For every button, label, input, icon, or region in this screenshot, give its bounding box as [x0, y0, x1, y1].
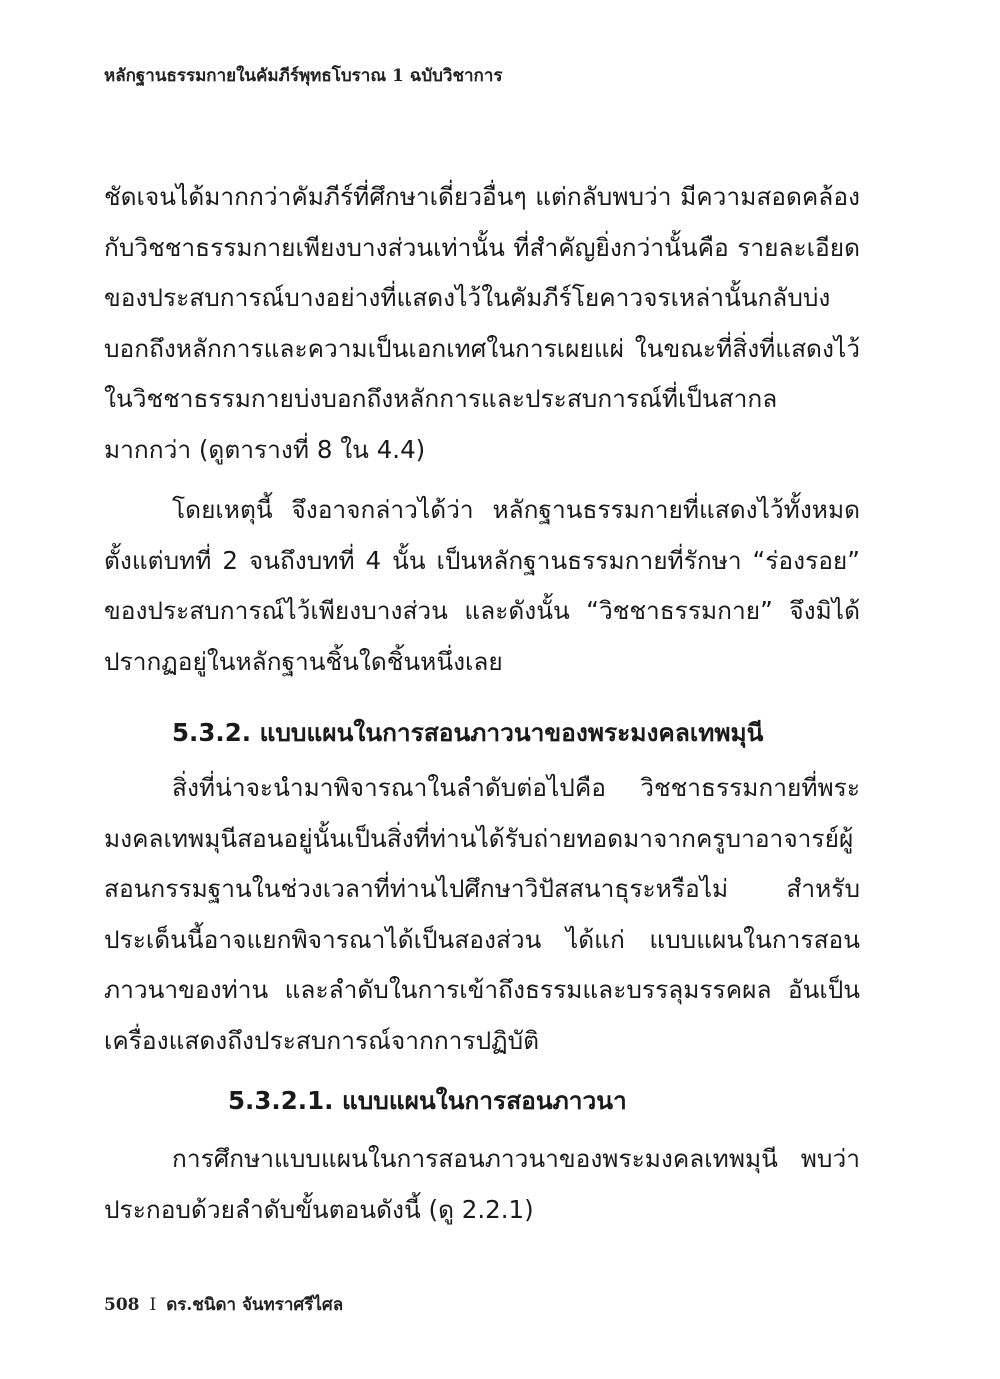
page-footer: [104, 1291, 343, 1318]
section-heading: 5.3.2. แบบแผนในการสอนภาวนาของพระมงคลเทพมุนี: [172, 718, 764, 747]
footer-separator: I: [149, 1295, 157, 1315]
page-number: 508: [104, 1295, 140, 1315]
paragraph: สิ่งที่น่าจะนำมาพิจารณาในลำดับต่อไปคือ วิชชาธรรมกายที่พระมงคลเทพมุนีสอนอยู่นั้นเป็นสิ่งที่ท่านได้รับถ่ายทอดมาจากครูบาอาจารย์ผู้สอนกรรมฐานในช่วงเวลาที่ท่านไปศึกษาวิปัสสนาธุระหรือไม่ สำหรับประเด็นนี้อาจแยกพิจารณาได้เป็นสองส่วน ได้แก่ แบบแผนในการสอนภาวนาของท่าน และลำดับในการเข้าถึงธรรมและบรรลุมรรคผล อันเป็นเครื่องแสดงถึงประสบการณ์จากการปฏิบัติ: [104, 773, 860, 1055]
subsection-heading: 5.3.2.1. แบบแผนในการสอนภาวนา: [228, 1086, 627, 1115]
paragraph: การศึกษาแบบแผนในการสอนภาวนาของพระมงคลเทพมุนี พบว่าประกอบด้วยลำดับขั้นตอนดังนี้ (ดู 2.2.1): [104, 1144, 860, 1224]
author-name: ดร.ชนิดา จันทราศรีไศล: [166, 1295, 344, 1315]
paragraph: โดยเหตุนี้ จึงอาจกล่าวได้ว่า หลักฐานธรรมกายที่แสดงไว้ทั้งหมด ตั้งแต่บทที่ 2 จนถึงบทที่ 4 นั้น เป็นหลักฐานธรรมกายที่รักษา “ร่องรอย” ของประสบการณ์ไว้เพียงบางส่วน และดังนั้น “วิชชาธรรมกาย” จึงมิได้ปรากฏอยู่ในหลักฐานชิ้นใดชิ้นหนึ่งเลย: [104, 495, 860, 676]
page-body: [104, 172, 860, 1245]
running-header: หลักฐานธรรมกายในคัมภีร์พุทธโบราณ 1 ฉบับวิชาการ: [104, 66, 503, 86]
paragraph-continued: ชัดเจนได้มากกว่าคัมภีร์ที่ศึกษาเดี่ยวอื่นๆ แต่กลับพบว่า มีความสอดคล้องกับวิชชาธรรมกายเพียงบางส่วนเท่านั้น ที่สำคัญยิ่งกว่านั้นคือ รายละเอียดของประสบการณ์บางอย่างที่แสดงไว้ในคัมภีร์โยคาวจรเหล่านั้นกลับบ่งบอกถึงหลักการและความเป็นเอกเทศในการเผยแผ่ ในขณะที่สิ่งที่แสดงไว้ในวิชชาธรรมกายบ่งบอกถึงหลักการและประสบการณ์ที่เป็นสากลมากกว่า (ดูตารางที่ 8 ใน 4.4): [104, 182, 860, 464]
